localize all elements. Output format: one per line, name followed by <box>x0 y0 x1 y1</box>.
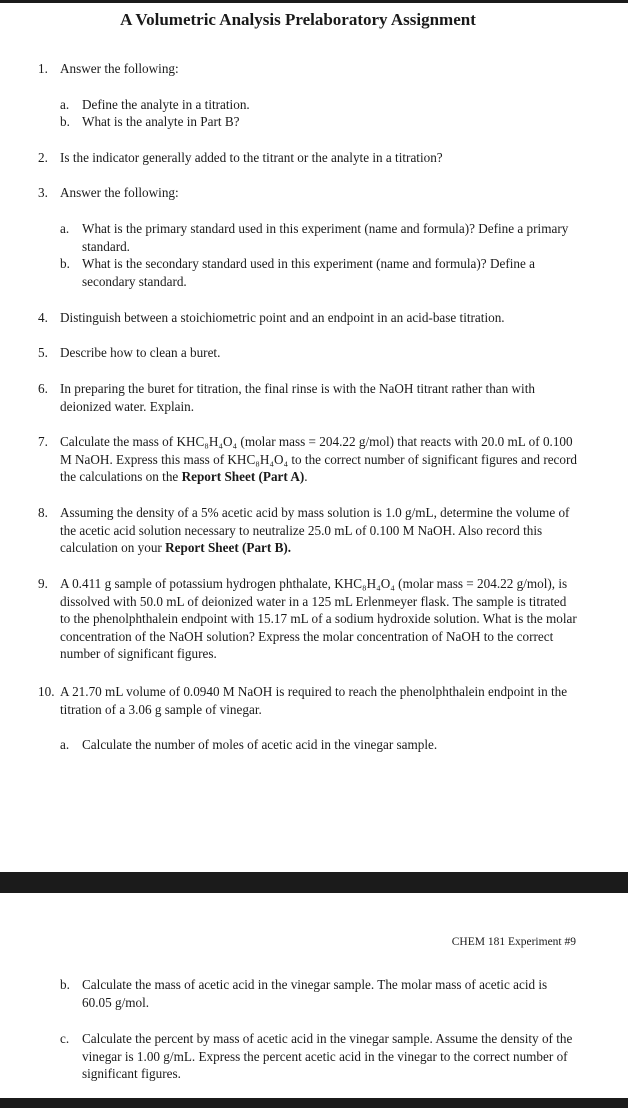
question-text-main: Assuming the density of a 5% acetic acid by mass solution is 1.0 g/mL, determine the volume of the acetic acid solution necessary to neutralize 25.0 mL of 0.100 M NaOH. Also record this calculation on your <box>60 505 570 556</box>
question-text-end: . <box>304 469 308 485</box>
question-9 <box>38 575 578 663</box>
question-number: 8. <box>38 505 48 520</box>
question-text: Describe how to clean a buret. <box>60 345 221 360</box>
sub-text: Define the analyte in a titration. <box>82 97 250 112</box>
question-10a <box>60 736 576 754</box>
sub-letter: b. <box>60 256 70 271</box>
question-text <box>60 433 578 486</box>
question-text: A 0.411 g sample of potassium hydrogen phthalate, KHC₈H₄O₄ (molar mass = 204.22 g/mol), is dissolved with 50.0 mL of deionized water in a 125 mL Erlenmeyer flask. The sample is titrated to the phenolphthalein endpoint with 15.17 mL of a sodium hydroxide solution. What is the molar concentration of the NaOH solution? Express the molar concentration of NaOH to the correct number of significant figures. <box>60 576 577 662</box>
top-edge-bar <box>0 0 628 3</box>
question-number: 1. <box>38 61 48 76</box>
sub-text: Calculate the percent by mass of acetic acid in the vinegar sample. Assume the density of the vinegar is 1.00 g/mL. Express the percent acetic acid in the vinegar to the correct number of significant figures. <box>82 1031 573 1082</box>
question-number: 5. <box>38 345 48 360</box>
question-number: 7. <box>38 434 48 449</box>
question-text: In preparing the buret for titration, the final rinse is with the NaOH titrant rather than with deionized water. Explain. <box>60 381 535 414</box>
question-3b <box>60 255 576 290</box>
page-separator <box>0 872 628 893</box>
question-number: 10. <box>38 684 55 699</box>
question-text: A 21.70 mL volume of 0.0940 M NaOH is required to reach the phenolphthalein endpoint in the titration of a 3.06 g sample of vinegar. <box>60 684 568 717</box>
sub-text: What is the primary standard used in this experiment (name and formula)? Define a primary standard. <box>82 221 569 254</box>
sub-text: What is the analyte in Part B? <box>82 114 240 129</box>
question-text: Answer the following: <box>60 185 179 200</box>
sub-letter: b. <box>60 114 70 129</box>
question-7 <box>38 433 578 486</box>
question-text-main: Calculate the mass of KHC₈H₄O₄ (molar mass = 204.22 g/mol) that reacts with 20.0 mL of 0.100 M NaOH. Express this mass of KHC₈H₄O₄ to the correct number of significant figures and record the calculations on the <box>60 434 577 485</box>
question-3a <box>60 220 576 255</box>
sub-letter: a. <box>60 221 70 236</box>
sub-letter: c. <box>60 1031 70 1046</box>
question-text <box>60 504 578 557</box>
question-1a <box>60 96 576 114</box>
sub-letter: b. <box>60 977 70 992</box>
question-3 <box>38 184 578 202</box>
question-1b <box>60 113 576 131</box>
report-sheet-ref: Report Sheet (Part A) <box>181 469 305 485</box>
question-6 <box>38 380 578 415</box>
page-title: A Volumetric Analysis Prelaboratory Assignment <box>120 10 476 29</box>
question-8 <box>38 504 578 557</box>
question-number: 3. <box>38 185 48 200</box>
question-number: 6. <box>38 381 48 396</box>
question-10c <box>60 1030 576 1083</box>
report-sheet-ref: Report Sheet (Part B). <box>165 540 292 556</box>
question-4 <box>38 309 578 327</box>
sub-text: Calculate the number of moles of acetic acid in the vinegar sample. <box>82 737 438 752</box>
sub-letter: a. <box>60 737 70 752</box>
question-10b <box>60 976 576 1011</box>
question-10 <box>38 683 578 718</box>
question-number: 2. <box>38 150 48 165</box>
question-1 <box>38 60 578 78</box>
question-number: 4. <box>38 310 48 325</box>
question-number: 9. <box>38 576 48 591</box>
sub-text: Calculate the mass of acetic acid in the vinegar sample. The molar mass of acetic acid is 60.05 g/mol. <box>82 977 548 1010</box>
question-2 <box>38 149 578 167</box>
question-text: Is the indicator generally added to the titrant or the analyte in a titration? <box>60 150 443 165</box>
sub-letter: a. <box>60 97 70 112</box>
sub-text: What is the secondary standard used in this experiment (name and formula)? Define a secondary standard. <box>82 256 535 289</box>
question-5 <box>38 344 578 362</box>
course-header: CHEM 181 Experiment #9 <box>451 936 576 948</box>
question-text: Distinguish between a stoichiometric point and an endpoint in an acid-base titration. <box>60 310 505 325</box>
question-text: Answer the following: <box>60 61 179 76</box>
bottom-edge-bar <box>0 1098 628 1108</box>
